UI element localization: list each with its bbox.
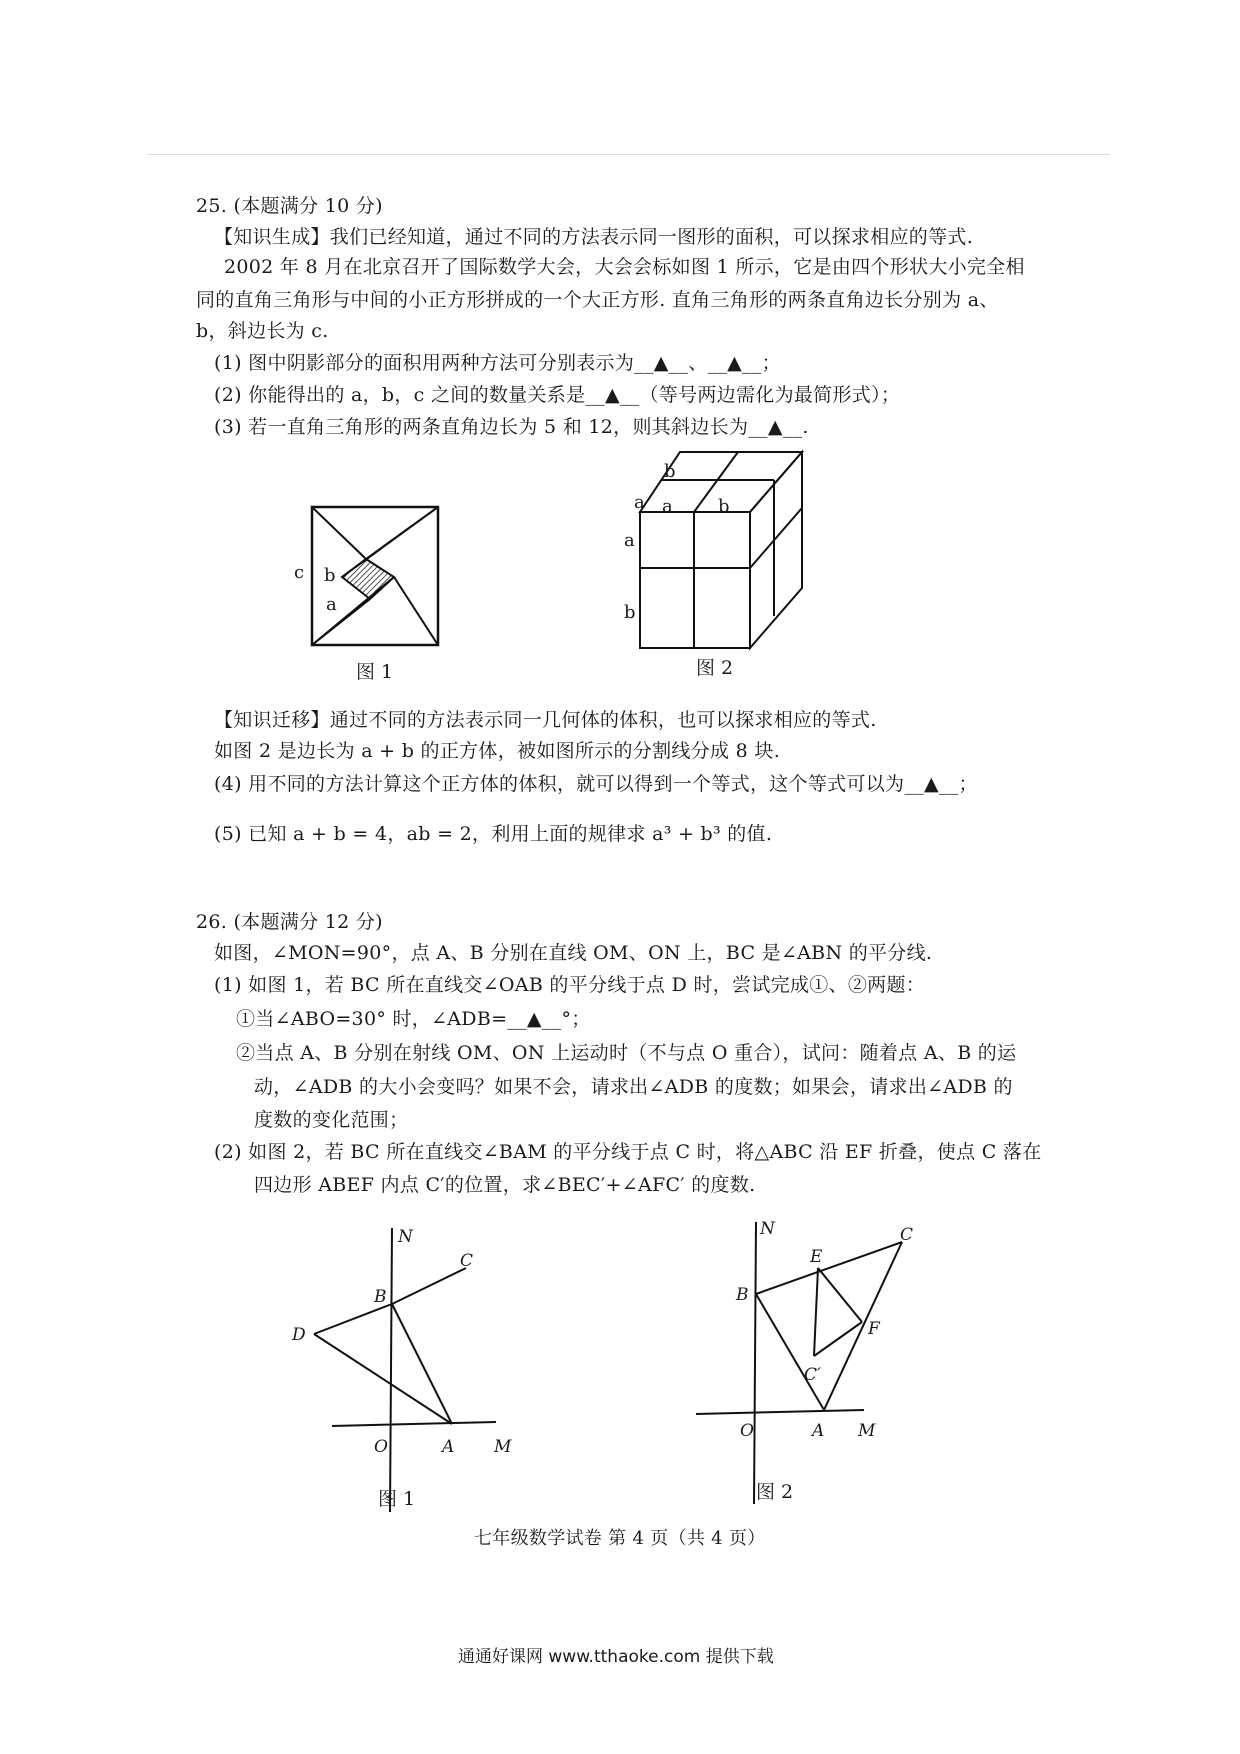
- site-footer: 通通好课网 www.tthaoke.com 提供下载: [458, 1647, 774, 1667]
- q25-part5: (5) 已知 a + b = 4，ab = 2，利用上面的规律求 a³ + b³ 的值.: [214, 823, 773, 845]
- fig1-label-b: b: [324, 565, 336, 586]
- q25-intro: 【知识生成】我们已经知道，通过不同的方法表示同一图形的面积，可以探求相应的等式.: [214, 226, 974, 248]
- q26f1-label-C: C: [460, 1251, 474, 1271]
- q26-header: 26. (本题满分 12 分): [196, 911, 383, 933]
- q26-sub2-line2: 动，∠ADB 的大小会变吗？如果不会，请求出∠ADB 的度数；如果会，请求出∠ADB 的: [254, 1076, 1013, 1098]
- q26-part1: (1) 如图 1，若 BC 所在直线交∠OAB 的平分线于点 D 时，尝试完成①、②两题：: [214, 974, 926, 996]
- q25-context-line3: b，斜边长为 c.: [196, 320, 329, 342]
- q25-transfer: 【知识迁移】通过不同的方法表示同一几何体的体积，也可以探求相应的等式.: [214, 709, 877, 731]
- q25-cube-desc: 如图 2 是边长为 a + b 的正方体，被如图所示的分割线分成 8 块.: [214, 740, 781, 762]
- q26f2-label-M: M: [858, 1421, 876, 1441]
- q26f2-label-F: F: [868, 1319, 880, 1339]
- q26f2-label-B: B: [736, 1285, 749, 1305]
- top-rule: [148, 154, 1110, 155]
- q25-figure1: [290, 495, 450, 655]
- q26f2-label-A: A: [812, 1421, 825, 1441]
- q26f1-label-O: O: [374, 1437, 388, 1457]
- line-ON: [390, 1228, 392, 1512]
- q26f2-label-O: O: [740, 1421, 754, 1441]
- q25-part3: (3) 若一直角三角形的两条直角边长为 5 和 12，则其斜边长为__▲__.: [214, 416, 809, 438]
- q26-part2-line1: (2) 如图 2，若 BC 所在直线交∠BAM 的平分线于点 C 时，将△ABC 沿 EF 折叠，使点 C 落在: [214, 1141, 1042, 1163]
- q26-figure2: [686, 1214, 926, 1514]
- fig1-label-a: a: [326, 594, 337, 615]
- q26-fig2-caption: 图 2: [756, 1481, 794, 1503]
- q26f2-label-N: N: [760, 1219, 775, 1239]
- line-ON: [754, 1222, 756, 1504]
- fig2-label-b-top: b: [664, 461, 676, 482]
- q25-figure2: [612, 450, 822, 655]
- q25-context-line2: 同的直角三角形与中间的小正方形拼成的一个大正方形. 直角三角形的两条直角边长分别为 a、: [196, 289, 999, 311]
- q26f1-label-A: A: [442, 1437, 455, 1457]
- q25-fig2-caption: 图 2: [696, 657, 734, 679]
- line-OM: [696, 1410, 864, 1414]
- fig2-label-a-side: a: [634, 492, 645, 513]
- fig2-label-a-left: a: [624, 530, 635, 551]
- page-footer: 七年级数学试卷 第 4 页（共 4 页）: [474, 1528, 766, 1549]
- q26f2-label-Cprime: C′: [804, 1365, 821, 1385]
- fig2-label-b-top2: b: [718, 496, 730, 517]
- q26-part2-line2: 四边形 ABEF 内点 C′的位置，求∠BEC′+∠AFC′ 的度数.: [254, 1174, 756, 1196]
- q26-figure1: [286, 1222, 526, 1522]
- fig1-label-c: c: [294, 562, 305, 583]
- q26f2-label-E: E: [810, 1247, 823, 1267]
- q26-intro: 如图，∠MON=90°，点 A、B 分别在直线 OM、ON 上，BC 是∠ABN 的平分线.: [214, 942, 933, 964]
- q25-part2: (2) 你能得出的 a，b，c 之间的数量关系是__▲__（等号两边需化为最简形式）；: [214, 384, 901, 406]
- q26f1-label-N: N: [398, 1227, 413, 1247]
- q25-part4: (4) 用不同的方法计算这个正方体的体积，就可以得到一个等式，这个等式可以为__▲__；: [214, 773, 978, 795]
- q26f1-label-B: B: [374, 1287, 387, 1307]
- q25-header: 25. (本题满分 10 分): [196, 195, 383, 217]
- q25-fig1-caption: 图 1: [356, 661, 394, 683]
- fig2-label-a-top: a: [662, 496, 673, 517]
- q26-fig1-caption: 图 1: [378, 1488, 416, 1510]
- q25-part1: (1) 图中阴影部分的面积用两种方法可分别表示为__▲__、__▲__；: [214, 352, 781, 374]
- q26f2-label-C: C: [900, 1225, 914, 1245]
- fig2-label-b-left: b: [624, 602, 636, 623]
- q26-sub2-line1: ②当点 A、B 分别在射线 OM、ON 上运动时（不与点 O 重合），试问：随着点 A、B 的运: [236, 1042, 1017, 1064]
- q26f1-label-D: D: [292, 1325, 306, 1345]
- q26-sub2-line3: 度数的变化范围；: [254, 1109, 409, 1131]
- q26f1-label-M: M: [494, 1437, 512, 1457]
- q25-context-line1: 2002 年 8 月在北京召开了国际数学大会，大会会标如图 1 所示，它是由四个形状大小完全相: [224, 256, 1025, 278]
- q26-sub1: ①当∠ABO=30° 时，∠ADB=__▲__°；: [236, 1008, 591, 1030]
- inner-shaded-square: [342, 559, 394, 599]
- line-OM: [332, 1422, 496, 1426]
